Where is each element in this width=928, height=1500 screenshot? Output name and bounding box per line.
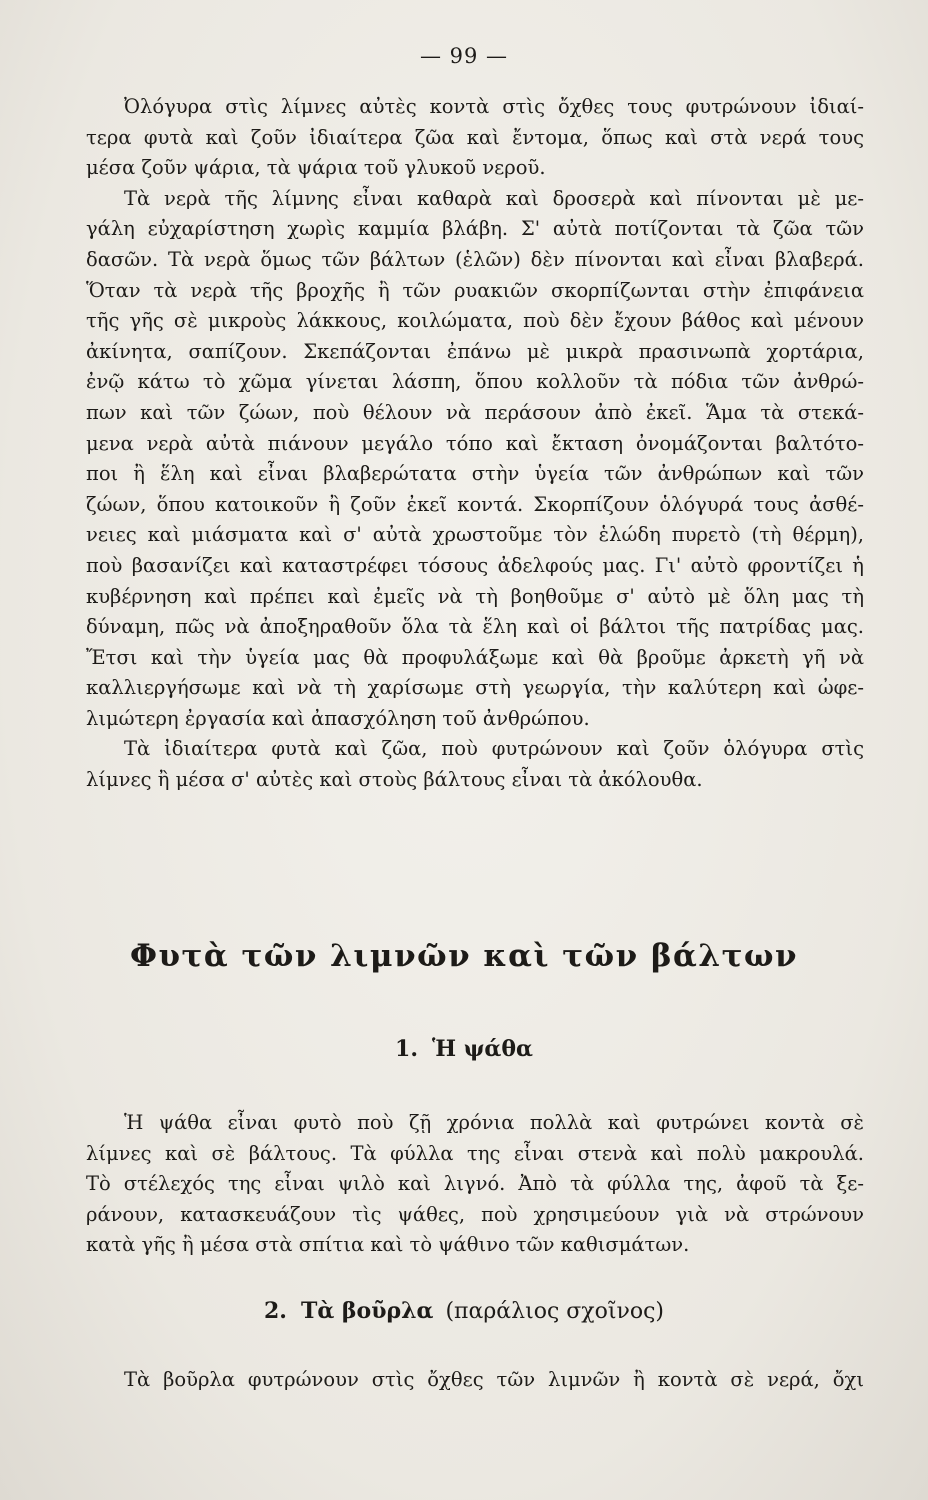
text-line: Τὰ ἰδιαίτερα φυτὰ καὶ ζῶα, ποὺ φυτρώνουν καὶ ζοῦν ὁλόγυρα στὶς	[124, 737, 864, 761]
text-line: Ὀλόγυρα στὶς λίμνες αὐτὲς κοντὰ στὶς ὄχθες τους φυτρώνουν ἰδιαί-	[124, 95, 864, 118]
text-line: γάλη εὐχαρίστηση χωρὶς καμμία βλάβη. Σ' αὐτὰ ποτίζονται τὰ ζῶα τῶν	[86, 217, 864, 241]
text-line: δύναμη, πῶς νὰ ἀποξηραθοῦν ὅλα τὰ ἕλη καὶ οἱ βάλτοι τῆς πατρίδας μας.	[86, 615, 864, 639]
intro-text	[86, 92, 864, 796]
text-line: δασῶν. Τὰ νερὰ ὅμως τῶν βάλτων (ἑλῶν) δὲν πίνονται καὶ εἶναι βλαβερά.	[86, 247, 864, 271]
text-line: πων καὶ τῶν ζώων, ποὺ θέλουν νὰ περάσουν ἀπὸ ἐκεῖ. Ἅμα τὰ στεκά-	[86, 400, 864, 424]
text-line: λίμνες ἢ μέσα σ' αὐτὲς καὶ στοὺς βάλτους εἶναι τὰ ἀκόλουθα.	[86, 768, 703, 792]
text-line: ράνουν, κατασκευάζουν τὶς ψάθες, ποὺ χρησιμεύουν γιὰ νὰ στρώνουν	[86, 1202, 864, 1226]
text-line: κατὰ γῆς ἢ μέσα στὰ σπίτια καὶ τὸ ψάθινο τῶν καθισμάτων.	[86, 1233, 690, 1257]
psatha-text	[86, 1108, 864, 1261]
text-line: λιμώτερη ἐργασία καὶ ἀπασχόληση τοῦ ἀνθρώπου.	[86, 706, 590, 730]
subheading-number: 1.	[395, 1036, 418, 1062]
text-line: κυβέρνηση καὶ πρέπει καὶ ἐμεῖς νὰ τὴ βοηθοῦμε σ' αὐτὸ μὲ ὅλη μας τὴ	[86, 584, 864, 608]
subheading-2	[0, 1298, 928, 1324]
text-line: Τὸ στέλεχός της εἶναι ψιλὸ καὶ λιγνό. Ἀπὸ τὰ φύλλα της, ἀφοῦ τὰ ξε-	[86, 1172, 864, 1196]
page-number: — 99 —	[419, 44, 509, 68]
text-line: νειες καὶ μιάσματα καὶ σ' αὐτὰ χρωστοῦμε τὸν ἑλώδη πυρετὸ (τὴ θέρμη),	[86, 523, 864, 547]
text-line: τερα φυτὰ καὶ ζοῦν ἰδιαίτερα ζῶα καὶ ἔντομα, ὅπως καὶ στὰ νερά τους	[86, 125, 864, 149]
subheading-name: Ἡ ψάθα	[431, 1036, 533, 1062]
text-line: ἀκίνητα, σαπίζουν. Σκεπάζονται ἐπάνω μὲ μικρὰ πρασινωπὰ χορτάρια,	[86, 339, 864, 363]
text-line: Ὅταν τὰ νερὰ τῆς βροχῆς ἢ τῶν ρυακιῶν σκορπίζωνται στὴν ἐπιφάνεια	[86, 278, 864, 302]
text-line: Ἔτσι καὶ τὴν ὑγεία μας θὰ προφυλάξωμε καὶ θὰ βροῦμε ἀρκετὴ γῆ νὰ	[86, 645, 864, 669]
text-line: μέσα ζοῦν ψάρια, τὰ ψάρια τοῦ γλυκοῦ νεροῦ.	[86, 156, 546, 180]
text-line: ποὺ βασανίζει καὶ καταστρέφει τόσους ἀδελφούς μας. Γι' αὐτὸ φροντίζει ἡ	[86, 553, 864, 577]
text-line: καλλιεργήσωμε καὶ νὰ τὴ χαρίσωμε στὴ γεωργία, τὴν καλύτερη καὶ ὠφε-	[86, 676, 864, 700]
section-title: Φυτὰ τῶν λιμνῶν καὶ τῶν βάλτων	[129, 938, 799, 974]
subheading-name: Τὰ βοῦρλα	[300, 1298, 434, 1324]
text-line: τῆς γῆς σὲ μικροὺς λάκκους, κοιλώματα, ποὺ δὲν ἔχουν βάθος καὶ μένουν	[86, 309, 864, 333]
subheading-alt-name: (παράλιος σχοῖνος)	[445, 1299, 665, 1324]
text-line: λίμνες καὶ σὲ βάλτους. Τὰ φύλλα της εἶναι στενὰ καὶ πολὺ μακρουλά.	[86, 1141, 864, 1165]
subheading-number: 2.	[263, 1298, 287, 1324]
vourla-text	[86, 1365, 864, 1396]
text-line: μενα νερὰ αὐτὰ πιάνουν μεγάλο τόπο καὶ ἔκταση ὀνομάζονται βαλτότο-	[86, 431, 864, 455]
text-line: Τὰ νερὰ τῆς λίμνης εἶναι καθαρὰ καὶ δροσερὰ καὶ πίνονται μὲ με-	[124, 186, 864, 210]
text-line: Ἡ ψάθα εἶναι φυτὸ ποὺ ζῇ χρόνια πολλὰ καὶ φυτρώνει κοντὰ σὲ	[124, 1111, 864, 1134]
subheading-1	[0, 1036, 928, 1062]
text-line: Τὰ βοῦρλα φυτρώνουν στὶς ὄχθες τῶν λιμνῶν ἢ κοντὰ σὲ νερά, ὄχι	[124, 1368, 864, 1391]
text-line: ζώων, ὅπου κατοικοῦν ἢ ζοῦν ἐκεῖ κοντά. Σκορπίζουν ὁλόγυρά τους ἀσθέ-	[86, 492, 864, 516]
text-line: ἐνῷ κάτω τὸ χῶμα γίνεται λάσπη, ὅπου κολλοῦν τὰ πόδια τῶν ἀνθρώ-	[86, 370, 864, 394]
text-line: ποι ἢ ἕλη καὶ εἶναι βλαβερώτατα στὴν ὑγεία τῶν ἀνθρώπων καὶ τῶν	[86, 462, 864, 486]
